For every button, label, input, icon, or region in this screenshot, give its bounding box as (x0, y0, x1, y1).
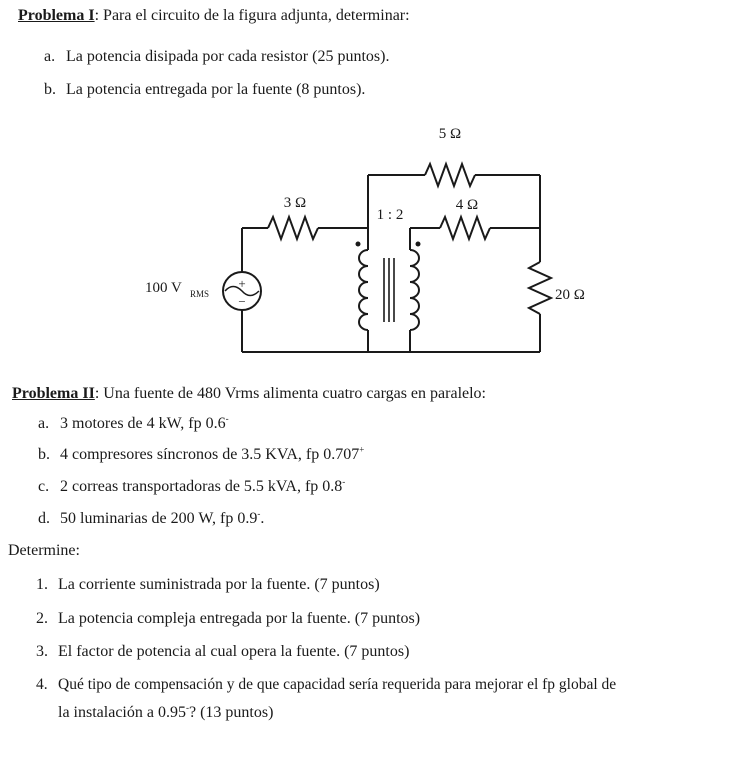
problem1-intro: : Para el circuito de la figura adjunta, determinar: (94, 7, 410, 24)
problem2-load-b (38, 445, 364, 465)
source-plus-sign: + (238, 276, 246, 291)
pf-sign: - (185, 702, 189, 713)
list-marker: 2. (36, 610, 48, 627)
list-item-text: 3 motores de 4 kW, fp 0.6 (60, 415, 226, 432)
determine-label: Determine: (8, 542, 80, 559)
list-marker: b. (44, 81, 56, 98)
list-marker: b. (38, 446, 50, 463)
list-marker: a. (44, 48, 56, 65)
list-marker: a. (38, 415, 50, 432)
problem2-title: Problema II (12, 385, 95, 402)
question-1 (36, 575, 380, 595)
pf-sign: + (359, 444, 365, 455)
list-item-tail: . (260, 510, 265, 527)
problem2-heading (12, 384, 486, 404)
label-3-ohm: 3 Ω (283, 195, 307, 211)
list-marker: c. (38, 478, 50, 495)
source-minus-sign: − (238, 294, 246, 309)
list-item-text: 50 luminarias de 200 W, fp 0.9 (60, 510, 258, 527)
problem2-load-d (38, 509, 264, 529)
list-item-text: 4 compresores síncronos de 3.5 KVA, fp 0.707 (60, 446, 360, 463)
list-marker: 1. (36, 576, 48, 593)
pf-sign: - (225, 413, 229, 424)
label-turns-ratio: 1 : 2 (376, 207, 404, 223)
pf-sign: - (257, 508, 261, 519)
list-item-text: 2 correas transportadoras de 5.5 kVA, fp 0.8 (60, 478, 343, 495)
label-source-value: 100 V (145, 280, 182, 296)
list-item-text: La potencia disipada por cada resistor (25 puntos). (66, 48, 390, 65)
question-3 (36, 642, 409, 662)
list-item-text: La potencia entregada por la fuente (8 puntos). (66, 81, 366, 98)
list-item-text: La corriente suministrada por la fuente. (7 puntos) (58, 576, 380, 593)
list-item-text: La potencia compleja entregada por la fuente. (7 puntos) (58, 610, 421, 627)
polarity-dot-secondary (416, 242, 421, 247)
label-20-ohm: 20 Ω (555, 287, 585, 303)
question-2 (36, 609, 420, 629)
list-marker: 3. (36, 643, 48, 660)
problem2-load-a (38, 414, 229, 434)
polarity-dot-primary (356, 242, 361, 247)
list-marker: d. (38, 510, 50, 527)
resistor-5-ohm (425, 164, 475, 186)
resistor-20-ohm (529, 262, 551, 314)
list-item-text: El factor de potencia al cual opera la fuente. (7 puntos) (58, 643, 410, 660)
transformer-core (384, 258, 394, 322)
question-4 (36, 675, 616, 695)
list-marker: 4. (36, 676, 48, 693)
label-4-ohm: 4 Ω (455, 197, 479, 213)
problem2-load-c (38, 477, 345, 497)
pf-sign: - (342, 476, 346, 487)
label-source-subscript: RMS (190, 289, 210, 299)
resistor-3-ohm (268, 217, 318, 239)
question-4-cont-text: la instalación a 0.95 (58, 704, 186, 721)
resistor-4-ohm (440, 217, 490, 239)
question-4-continued (58, 703, 273, 723)
question-4-cont-tail: ? (13 puntos) (188, 704, 274, 721)
problem2-intro: : Una fuente de 480 Vrms alimenta cuatro cargas en paralelo: (94, 385, 486, 402)
problem1-title: Problema I (18, 7, 95, 24)
label-5-ohm: 5 Ω (438, 126, 462, 142)
list-item-text: Qué tipo de compensación y de que capacidad sería requerida para mejorar el fp global de (58, 676, 617, 693)
